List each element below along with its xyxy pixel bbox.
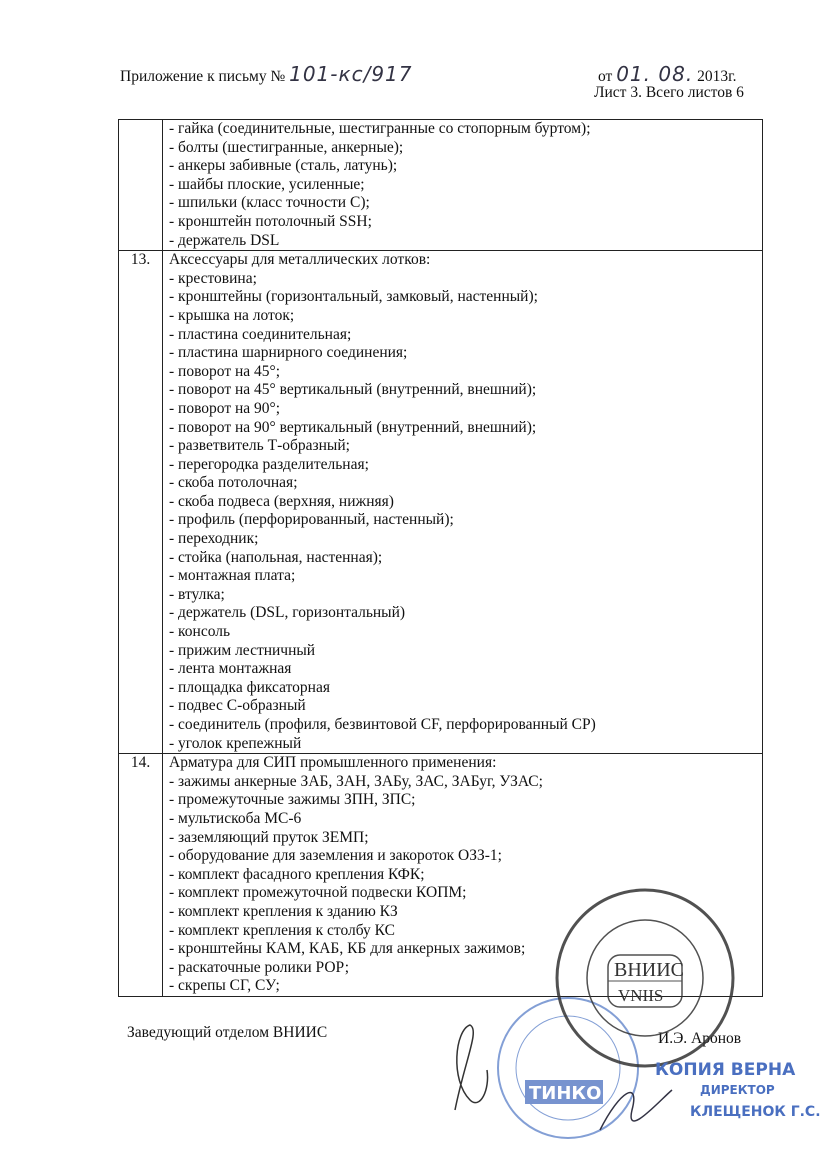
letter-prefix: Приложение к письму № — [120, 68, 286, 85]
list-item: - профиль (перфорированный, настенный); — [169, 511, 454, 529]
list-item: - шайбы плоские, усиленные; — [169, 175, 365, 193]
list-item: - монтажная плата; — [169, 567, 296, 585]
list-item: Арматура для СИП промышленного применения: — [169, 754, 497, 772]
date-year: 2013г. — [697, 68, 737, 85]
list-item: - шпильки (класс точности С); — [169, 194, 370, 212]
list-item: - скоба подвеса (верхняя, нижняя) — [169, 492, 394, 510]
list-item: - комплект фасадного крепления КФК; — [169, 865, 425, 883]
list-item: - держатель DSL — [169, 231, 280, 249]
signatory-name: И.Э. Аронов — [658, 1030, 742, 1047]
list-item: - крышка на лоток; — [169, 306, 295, 324]
row-number: 13. — [119, 251, 163, 754]
list-item: - площадка фиксаторная — [169, 678, 330, 696]
list-item: - комплект крепления к зданию КЗ — [169, 902, 398, 920]
list-item: - стойка (напольная, настенная); — [169, 548, 383, 566]
sheet-info: Лист 3. Всего листов 6 — [594, 84, 744, 101]
list-item: - пластина шарнирного соединения; — [169, 344, 408, 362]
list-item: - поворот на 45°; — [169, 362, 281, 380]
date-handwritten: 01. 08. — [616, 62, 694, 86]
signatory-position: Заведующий отделом ВНИИС — [127, 1024, 328, 1041]
round-stamp-text — [614, 959, 684, 1005]
copy-certified-mark — [529, 1060, 821, 1120]
list-item: - скоба потолочная; — [169, 474, 298, 492]
list-item: - разветвитель Т-образный; — [169, 437, 350, 455]
list-item: - промежуточные зажимы ЗПН, ЗПС; — [169, 791, 416, 809]
list-item: - кронштейны (горизонтальный, замковый, настенный); — [169, 288, 538, 306]
list-item: - кронштейны КАМ, КАБ, КБ для анкерных зажимов; — [169, 940, 526, 958]
svg-text:КЛЕЩЕНОК Г.С.: КЛЕЩЕНОК Г.С. — [690, 1104, 821, 1120]
row-number: 14. — [119, 754, 163, 997]
list-item: - крестовина; — [169, 269, 257, 287]
list-item: - прижим лестничный — [169, 641, 316, 659]
list-item: - консоль — [169, 623, 231, 641]
list-item: Аксессуары для металлических лотков: — [169, 251, 431, 269]
svg-text:ДИРЕКТОР: ДИРЕКТОР — [700, 1083, 775, 1097]
list-item: - раскаточные ролики РОР; — [169, 958, 350, 976]
list-item: - держатель (DSL, горизонтальный) — [169, 604, 406, 622]
list-item: - поворот на 90°; — [169, 399, 281, 417]
list-item: - переходник; — [169, 530, 259, 548]
list-item: - поворот на 45° вертикальный (внутренний, внешний); — [169, 381, 537, 399]
list-item: - скрепы СГ, СУ; — [169, 977, 280, 995]
list-item: - гайка (соединительные, шестигранные со стопорным буртом); — [169, 120, 591, 137]
list-item: - зажимы анкерные ЗАБ, ЗАН, ЗАБу, ЗАС, ЗАБуг, УЗАС; — [169, 772, 543, 790]
list-item: - соединитель (профиля, безвинтовой CF, перфорированный CP) — [169, 716, 596, 733]
list-item: - поворот на 90° вертикальный (внутренний, внешний); — [169, 418, 537, 436]
list-item: - перегородка разделительная; — [169, 455, 369, 473]
list-item: - оборудование для заземления и закороток ОЗЗ-1; — [169, 847, 502, 865]
list-item: - пластина соединительная; — [169, 325, 352, 343]
svg-text:VNIIS: VNIIS — [618, 986, 664, 1005]
list-item: - болты (шестигранные, анкерные); — [169, 138, 404, 156]
signature-left — [455, 1025, 488, 1110]
list-item: - кронштейн потолочный SSH; — [169, 212, 372, 230]
list-item: - комплект промежуточной подвески КОПМ; — [169, 884, 467, 902]
list-item: - уголок крепежный — [169, 734, 302, 752]
list-item: - лента монтажная — [169, 660, 292, 678]
svg-text:ВНИИС: ВНИИС — [614, 959, 685, 981]
letter-number-handwritten: 101-кс/917 — [289, 62, 413, 86]
date-prefix: от — [598, 68, 613, 85]
list-item: - мультискоба МС-6 — [169, 809, 302, 827]
svg-text:ТИНКО: ТИНКО — [529, 1083, 602, 1104]
list-item: - втулка; — [169, 585, 225, 603]
list-item: - подвес С-образный — [169, 697, 306, 715]
list-item: - комплект крепления к столбу КС — [169, 921, 395, 939]
list-item: - заземляющий пруток ЗЕМП; — [169, 828, 369, 846]
list-item: - анкеры забивные (сталь, латунь); — [169, 157, 398, 175]
svg-text:КОПИЯ ВЕРНА: КОПИЯ ВЕРНА — [655, 1060, 796, 1080]
